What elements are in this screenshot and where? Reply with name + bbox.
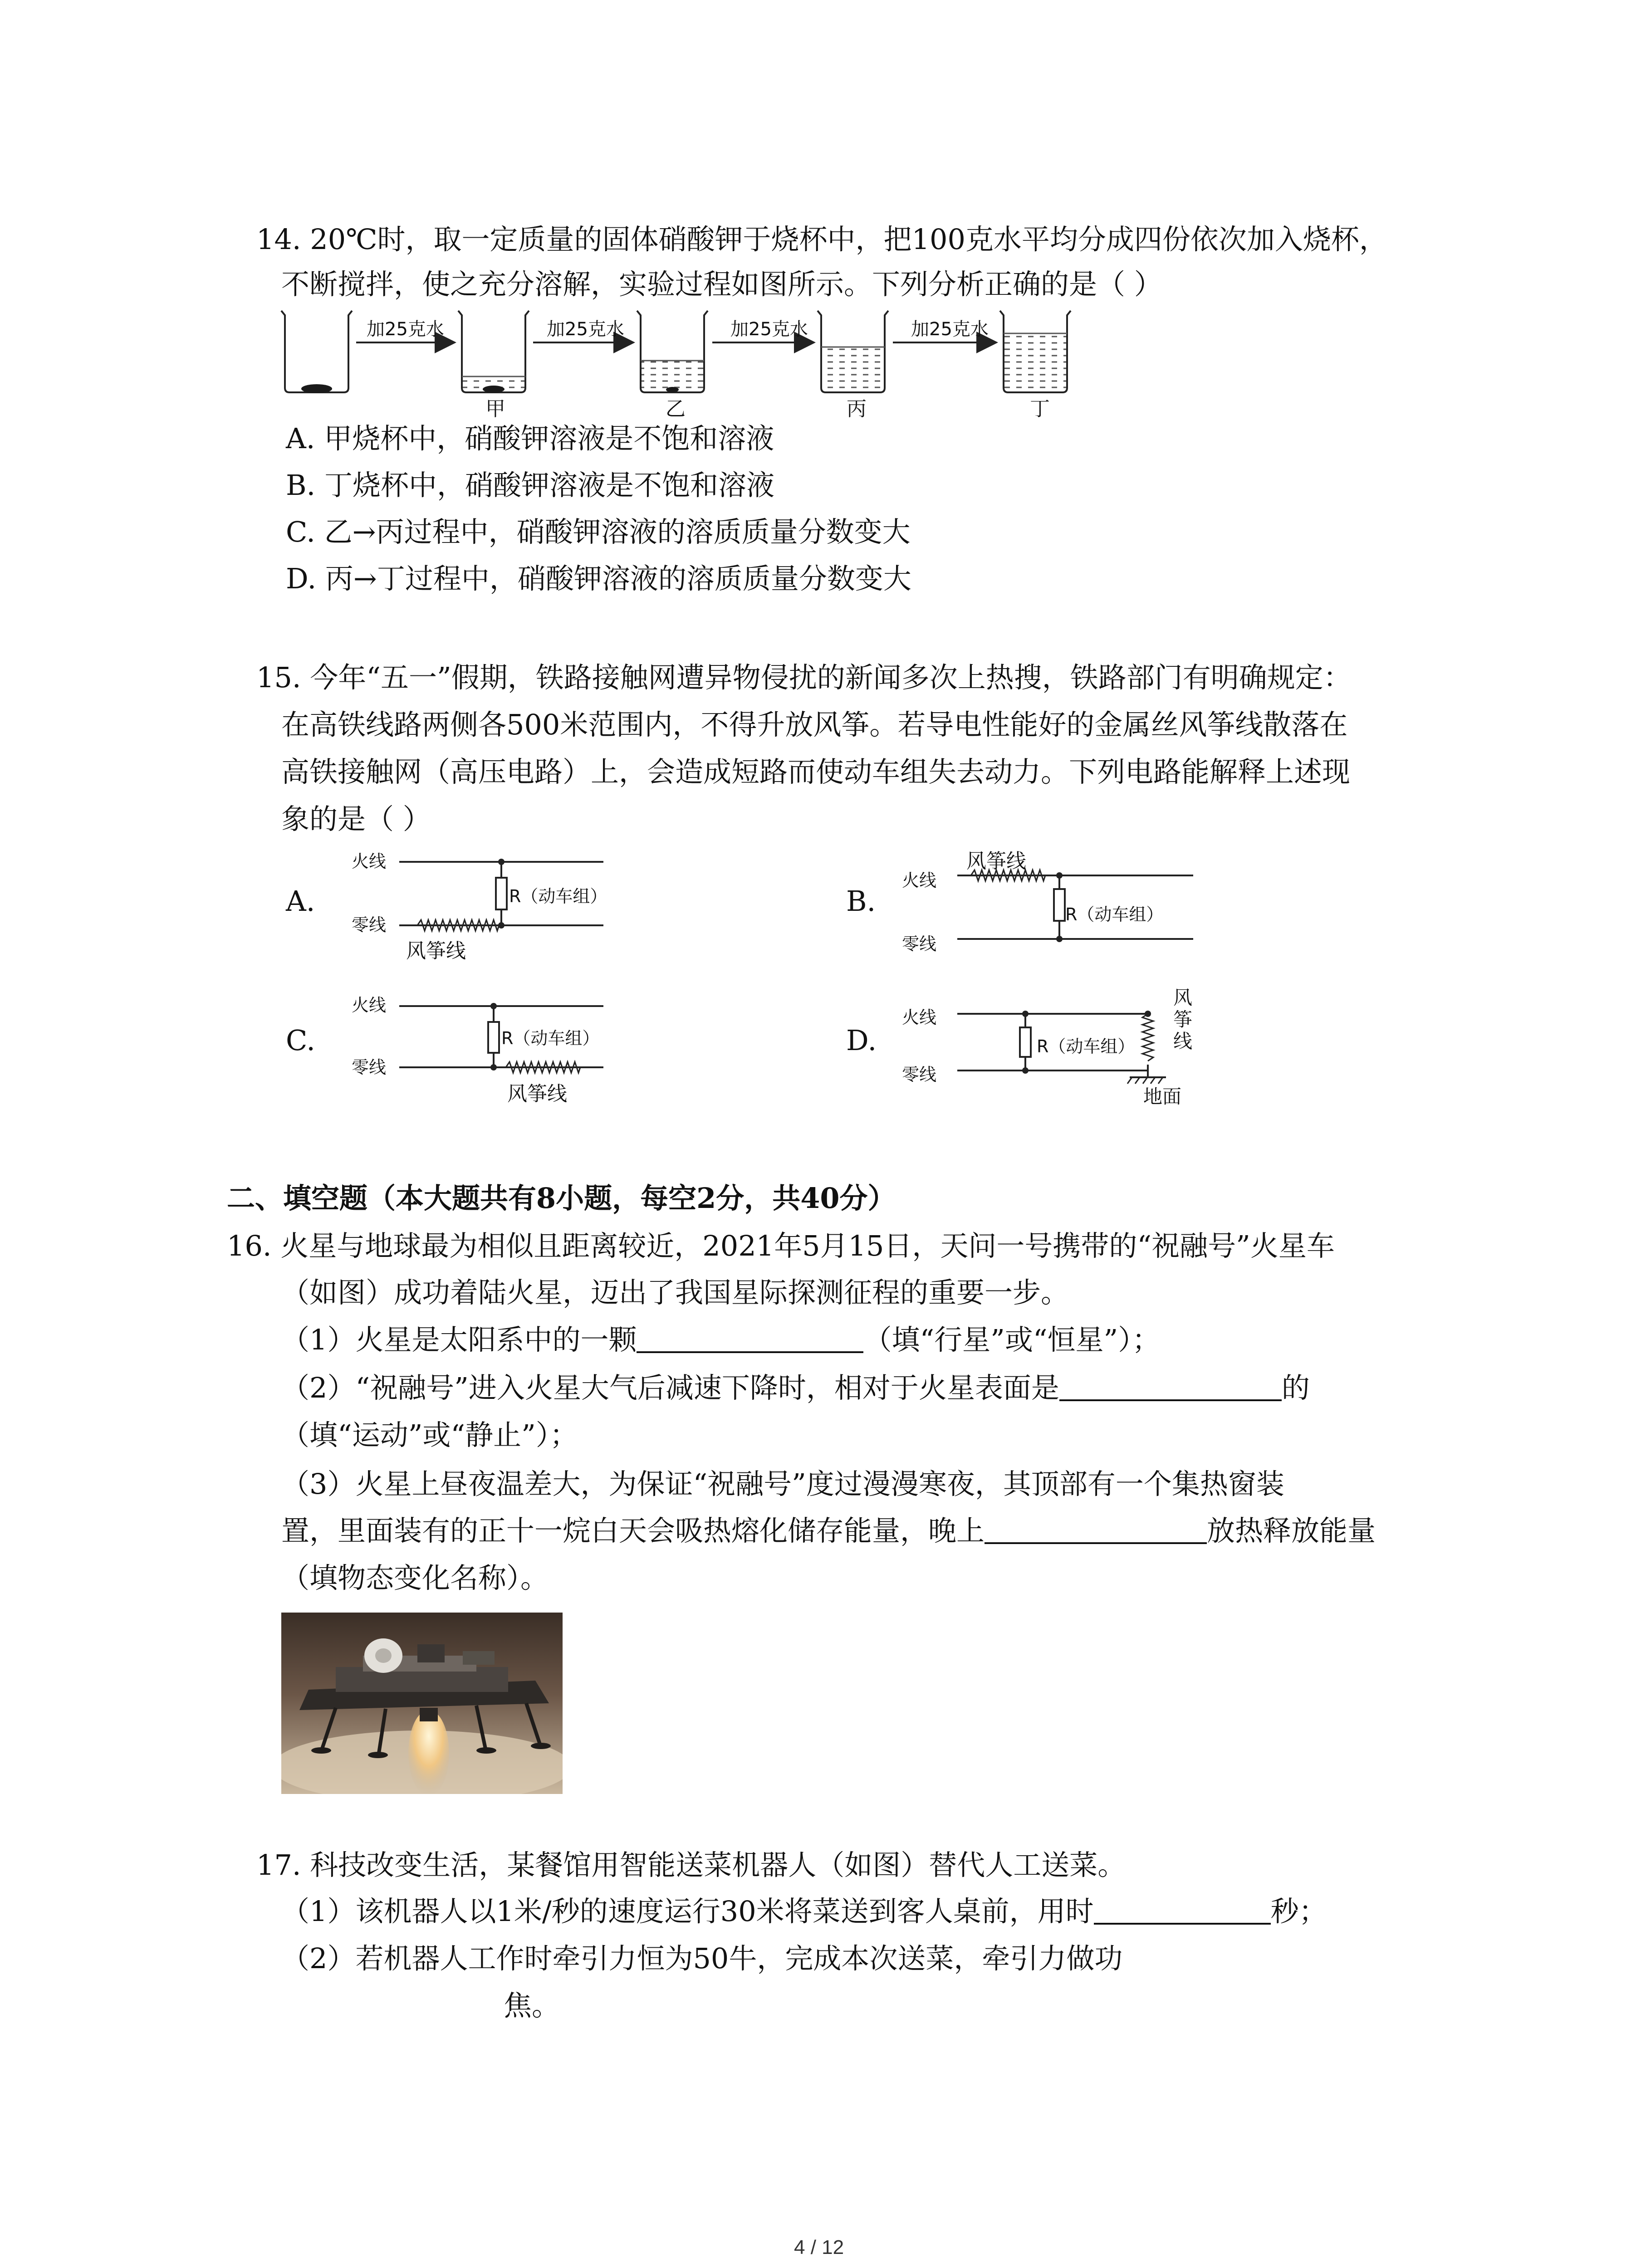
page-number: 4 / 12 [794,2236,844,2258]
q17-stem: 17. 科技改变生活，某餐馆用智能送菜机器人（如图）替代人工送菜。 [256,1848,1126,1882]
beaker-label-jia: 甲 [485,397,505,420]
q16-p2-text: （2）“祝融号”进入火星大气后减速下降时，相对于火星表面是 [281,1371,1059,1404]
q17-blank-1[interactable] [1094,1891,1271,1925]
q16-p3-tail: 放热释放能量 [1207,1514,1376,1547]
circuit-c-kite-label: 风筝线 [507,1082,567,1105]
circuit-b-resistor-label: R（动车组） [1065,904,1164,924]
circuit-a-resistor-label: R（动车组） [509,886,607,906]
beaker-label-ding: 丁 [1030,397,1050,420]
q14-option-c: C. 乙→丙过程中，硝酸钾溶液的溶质质量分数变大 [286,515,911,548]
mars-rover-photo [281,1613,563,1794]
circuit-b-neutral-label: 零线 [902,934,937,954]
circuit-b-live-label: 火线 [902,870,937,890]
circuit-b-kite-label: 风筝线 [966,850,1026,873]
circuit-b [903,857,1211,957]
q15-stem-line2: 在高铁线路两侧各500米范围内，不得升放风筝。若导电性能好的金属丝风筝线散落在 [281,708,1348,741]
beaker-jia [458,311,529,393]
q16-part3 [281,1507,1376,1554]
beaker-bing [818,311,888,392]
beaker-label-bing: 丙 [847,397,867,420]
q15-option-d-letter: D. [846,1024,877,1057]
arrow-label-1: 加25克水 [367,319,444,340]
circuit-d-live-label: 火线 [902,1007,937,1027]
q16-blank-2[interactable] [1059,1368,1282,1401]
beaker-ding [1000,311,1071,392]
circuit-a-kite-label: 风筝线 [406,939,466,963]
circuit-d-neutral-label: 零线 [902,1065,937,1085]
q15-option-c-letter: C. [286,1024,315,1057]
q16-p2-hint: （填“运动”或“静止”）； [281,1418,578,1452]
circuit-a-live-label: 火线 [352,851,387,871]
q16-p1-text: （1）火星是太阳系中的一颗 [281,1323,637,1356]
q15-stem-line3: 高铁接触网（高压电路）上，会造成短路而使动车组失去动力。下列电路能解释上述现 [281,755,1351,788]
q16-p3-line1: （3）火星上昼夜温差大，为保证“祝融号”度过漫漫寒夜，其顶部有一个集热窗装 [281,1467,1284,1501]
q15-option-b-letter: B. [846,885,876,918]
q17-p1-text: （1）该机器人以1米/秒的速度运行30米将菜送到客人桌前，用时 [281,1895,1094,1928]
section-2-title: 二、填空题（本大题共有8小题，每空2分，共40分） [227,1182,896,1215]
arrow-label-2: 加25克水 [547,319,624,340]
q16-part1 [281,1316,1160,1364]
q17-p2-line2: 焦。 [504,1989,560,2022]
circuit-c-live-label: 火线 [352,995,387,1015]
q14-option-a: A. 甲烧杯中，硝酸钾溶液是不饱和溶液 [286,422,774,455]
circuit-d-ground-label: 地面 [1143,1085,1182,1108]
q17-p2-line1: （2）若机器人工作时牵引力恒为50牛，完成本次送菜，牵引力做功 [281,1942,1123,1975]
circuit-c-neutral-label: 零线 [352,1057,387,1077]
kite-char-2: 筝 [1173,1008,1192,1031]
q14-stem-line1: 14. 20℃时，取一定质量的固体硝酸钾于烧杯中，把100克水平均分成四份依次加入烧杯， [256,223,1387,256]
beaker-yi [637,311,708,392]
q16-stem-line2: （如图）成功着陆火星，迈出了我国星际探测征程的重要一步。 [281,1276,1069,1309]
q14-option-b: B. 丁烧杯中，硝酸钾溶液是不饱和溶液 [286,469,774,502]
circuit-d-kite-label [1171,987,1194,1052]
kite-char-1: 风 [1173,987,1192,1009]
q16-p2-tail: 的 [1281,1371,1310,1404]
q16-part2 [281,1364,1310,1412]
q16-stem-line1: 16. 火星与地球最为相似且距离较近，2021年5月15日，天问一号携带的“祝融号”火星车 [227,1229,1335,1262]
beaker-initial [281,311,352,393]
q17-part1 [281,1888,1327,1935]
q16-blank-3[interactable] [985,1510,1207,1544]
q16-p1-hint: （填“行星”或“恒星”）； [863,1323,1161,1356]
q16-p3-hint: （填物态变化名称）。 [281,1561,549,1594]
q16-blank-1[interactable] [637,1320,863,1353]
q17-p1-tail: 秒； [1270,1895,1327,1928]
q15-stem-line1: 15. 今年“五一”假期，铁路接触网遭异物侵扰的新闻多次上热搜，铁路部门有明确规定： [256,661,1352,694]
circuit-a-neutral-label: 零线 [352,915,387,935]
arrow-label-3: 加25克水 [730,319,808,340]
circuit-d-resistor-label: R（动车组） [1037,1036,1135,1056]
q15-stem-line4: 象的是（ ） [281,802,431,836]
kite-char-3: 线 [1173,1030,1192,1052]
circuit-c-resistor-label: R（动车组） [501,1028,600,1048]
arrow-label-4: 加25克水 [911,319,989,340]
q14-option-d: D. 丙→丁过程中，硝酸钾溶液的溶质质量分数变大 [286,562,911,595]
q16-p3-text: 置，里面装有的正十一烷白天会吸热熔化储存能量，晚上 [281,1514,985,1547]
beaker-label-yi: 乙 [666,397,686,420]
q14-stem-line2: 不断搅拌，使之充分溶解，实验过程如图所示。下列分析正确的是（ ） [281,268,1162,301]
q15-option-a-letter: A. [286,885,315,918]
